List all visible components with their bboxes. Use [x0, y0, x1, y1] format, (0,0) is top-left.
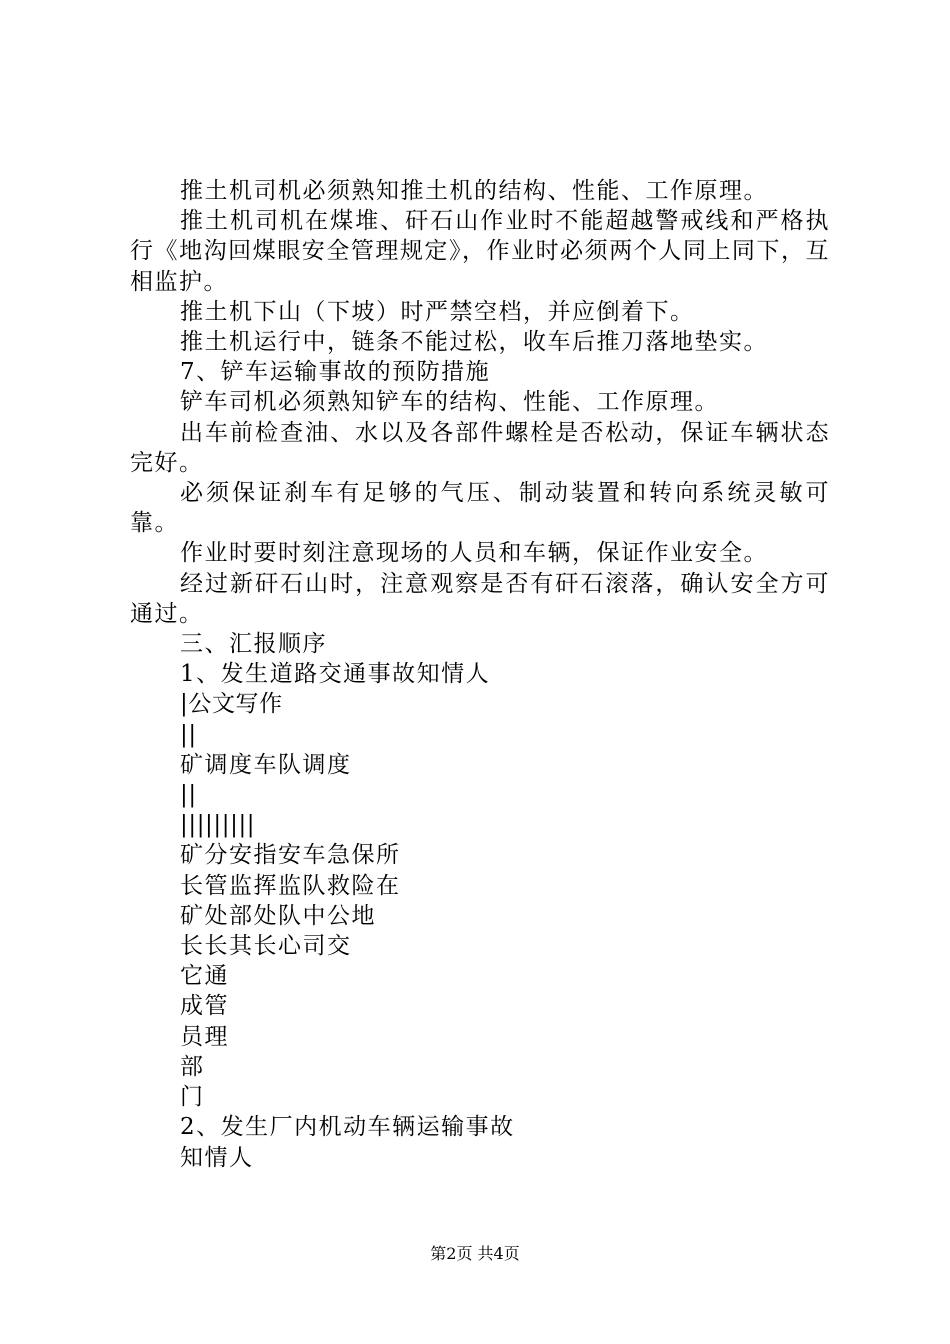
page-footer: 第2页 共4页 [430, 1244, 520, 1263]
flow-connector: |公文写作 [180, 691, 283, 718]
paragraph: 推土机下山（下坡）时严禁空档，并应倒着下。 [180, 298, 695, 325]
paragraph: 推土机司机在煤堆、矸石山作业时不能超越警戒线和严格执行《地沟回煤眼安全管理规定》，作业时必须两个人同上同下，互相监护。 [130, 208, 830, 295]
flow-connector: || [180, 782, 197, 809]
section-heading: 三、汇报顺序 [180, 631, 327, 658]
flow-row: 成管 [180, 993, 229, 1020]
paragraph: 推土机运行中，链条不能过松，收车后推刀落地垫实。 [180, 329, 768, 356]
flow-row: 长长其长心司交 [180, 933, 352, 960]
flow-step: 知情人 [180, 1144, 254, 1171]
flow-row: 它通 [180, 963, 229, 990]
flow-step: 矿调度车队调度 [180, 751, 352, 778]
flow-step: 1、发生道路交通事故知情人 [180, 661, 491, 688]
paragraph: 铲车司机必须熟知铲车的结构、性能、工作原理。 [180, 389, 719, 416]
document-body [130, 176, 830, 1173]
flow-row: 员理 [180, 1023, 229, 1050]
paragraph: 作业时要时刻注意现场的人员和车辆，保证作业安全。 [180, 540, 768, 567]
flow-connector: || [180, 721, 197, 748]
paragraph: 推土机司机必须熟知推土机的结构、性能、工作原理。 [180, 178, 768, 204]
flow-step: 2、发生厂内机动车辆运输事故 [180, 1114, 515, 1141]
paragraph: 经过新矸石山时，注意观察是否有矸石滚落，确认安全方可通过。 [130, 570, 830, 627]
section-heading: 7、铲车运输事故的预防措施 [180, 359, 491, 386]
flow-row: 矿处部处队中公地 [180, 902, 376, 929]
flow-row: 长管监挥监队救险在 [180, 872, 401, 899]
paragraph: 出车前检查油、水以及各部件螺栓是否松动，保证车辆状态完好。 [130, 419, 830, 476]
flow-connector: ||||||||| [180, 812, 256, 839]
paragraph: 必须保证刹车有足够的气压、制动装置和转向系统灵敏可靠。 [130, 480, 830, 537]
flow-row: 部 [180, 1053, 205, 1080]
flow-row: 门 [180, 1084, 205, 1111]
flow-row: 矿分安指安车急保所 [180, 842, 401, 869]
